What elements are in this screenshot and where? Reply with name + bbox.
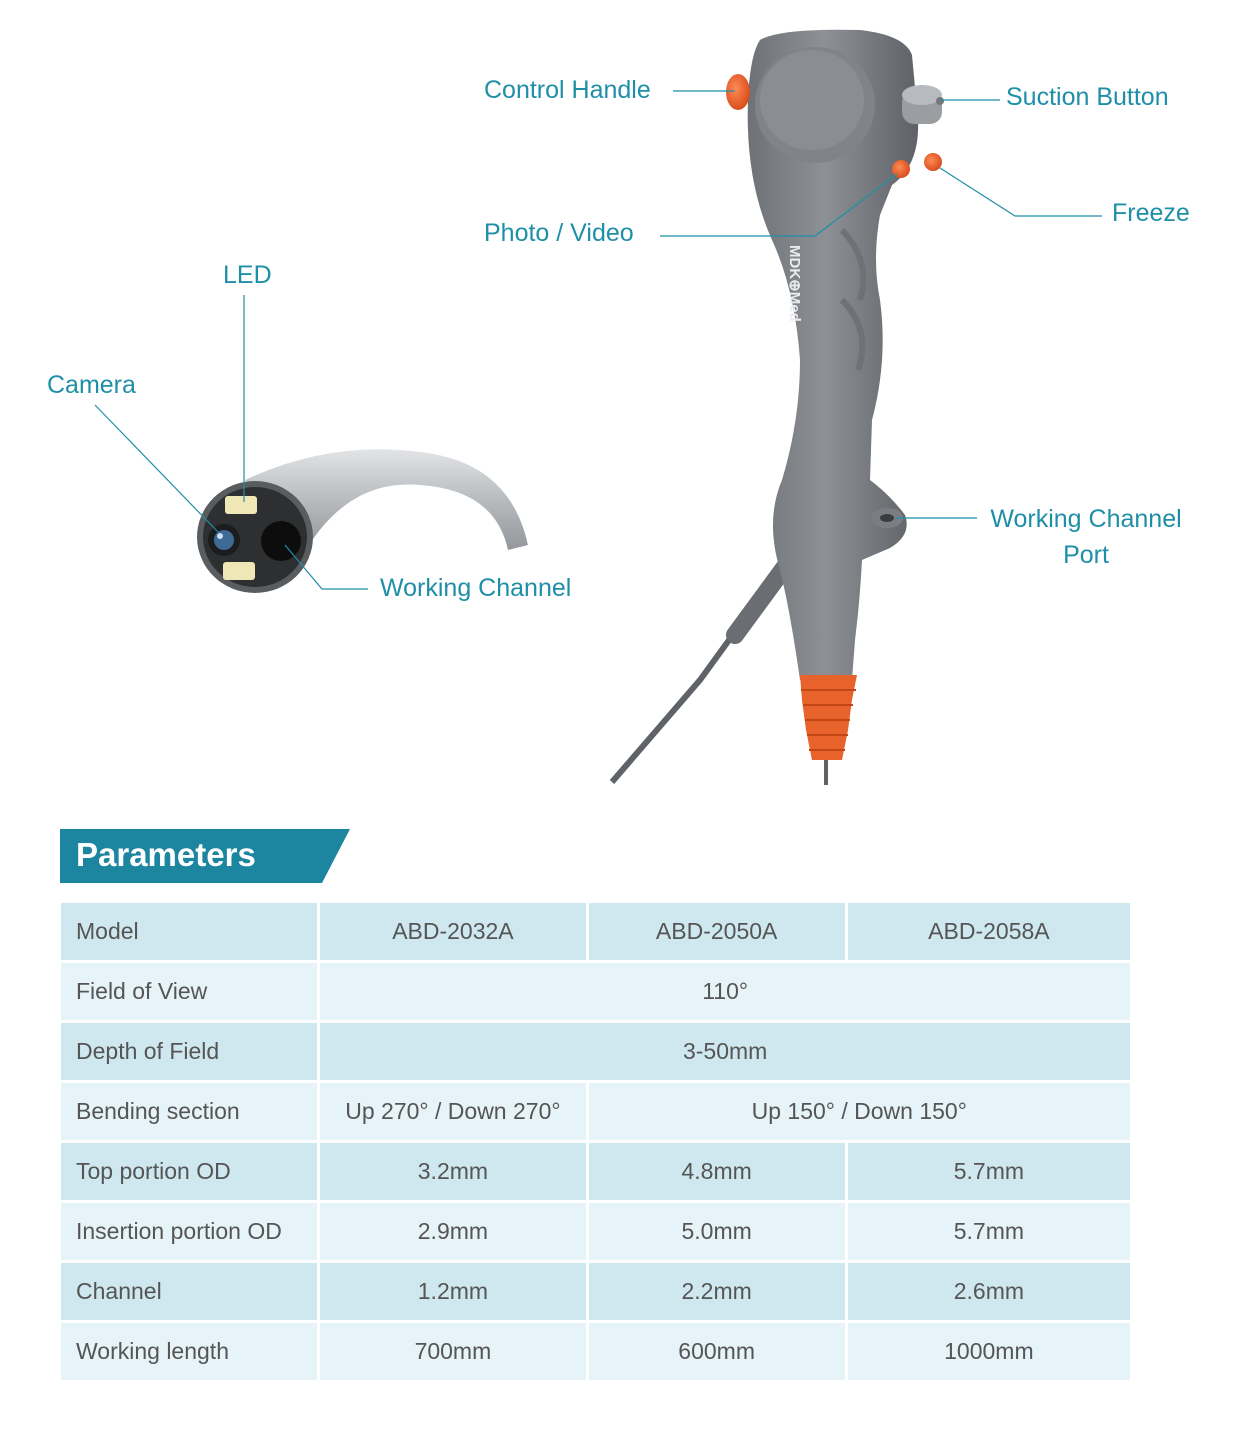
table-cell: ABD-2032A xyxy=(320,903,585,960)
table-row-depth-of-field xyxy=(61,1023,1130,1080)
strain-relief xyxy=(800,675,857,760)
table-cell: 1000mm xyxy=(848,1323,1130,1380)
table-cell: 2.9mm xyxy=(320,1203,585,1260)
table-cell: ABD-2058A xyxy=(848,903,1130,960)
working-channel-opening xyxy=(261,521,301,561)
table-row-bending-section xyxy=(61,1083,1130,1140)
table-cell: 3.2mm xyxy=(320,1143,585,1200)
control-handle-knob xyxy=(726,74,750,110)
row-label: Depth of Field xyxy=(61,1023,317,1080)
freeze-label: Freeze xyxy=(1112,199,1190,227)
table-row-field-of-view xyxy=(61,963,1130,1020)
led-light-bottom xyxy=(223,562,255,580)
section-title: Parameters xyxy=(76,836,256,873)
table-cell: 5.7mm xyxy=(848,1203,1130,1260)
table-cell: 600mm xyxy=(589,1323,845,1380)
table-row-channel xyxy=(61,1263,1130,1320)
row-label: Top portion OD xyxy=(61,1143,317,1200)
leader-camera xyxy=(95,405,218,532)
table-row-model xyxy=(61,903,1130,960)
camera-label: Camera xyxy=(47,371,136,399)
led-light-top xyxy=(225,496,257,514)
control-handle-label: Control Handle xyxy=(484,76,651,104)
table-cell: 110° xyxy=(320,963,1130,1020)
row-label: Insertion portion OD xyxy=(61,1203,317,1260)
row-label: Bending section xyxy=(61,1083,317,1140)
table-cell: Up 270° / Down 270° xyxy=(320,1083,585,1140)
suction-button-label: Suction Button xyxy=(1006,83,1169,111)
table-cell: 2.6mm xyxy=(848,1263,1130,1320)
photo-video-label: Photo / Video xyxy=(484,219,634,247)
brand-logo: MDK⊕Med xyxy=(786,245,803,322)
table-cell: 5.7mm xyxy=(848,1143,1130,1200)
table-cell: 3-50mm xyxy=(320,1023,1130,1080)
working-channel-port-label-line1: Working Channel xyxy=(990,505,1182,533)
table-cell: 1.2mm xyxy=(320,1263,585,1320)
table-cell: Up 150° / Down 150° xyxy=(589,1083,1130,1140)
freeze-button xyxy=(924,153,942,171)
parameters-table xyxy=(58,900,1133,1383)
row-label: Working length xyxy=(61,1323,317,1380)
row-label: Model xyxy=(61,903,317,960)
row-label: Channel xyxy=(61,1263,317,1320)
table-cell: 4.8mm xyxy=(589,1143,845,1200)
table-row-insertion-portion-od xyxy=(61,1203,1130,1260)
led-label: LED xyxy=(223,261,272,289)
working-channel-port-label-line2: Port xyxy=(1063,541,1109,569)
table-row-working-length xyxy=(61,1323,1130,1380)
table-cell: ABD-2050A xyxy=(589,903,845,960)
table-cell: 700mm xyxy=(320,1323,585,1380)
working-channel-label: Working Channel xyxy=(380,574,572,602)
table-row-top-portion-od xyxy=(61,1143,1130,1200)
table-cell: 2.2mm xyxy=(589,1263,845,1320)
leader-freeze xyxy=(940,168,1102,216)
row-label: Field of View xyxy=(61,963,317,1020)
table-cell: 5.0mm xyxy=(589,1203,845,1260)
